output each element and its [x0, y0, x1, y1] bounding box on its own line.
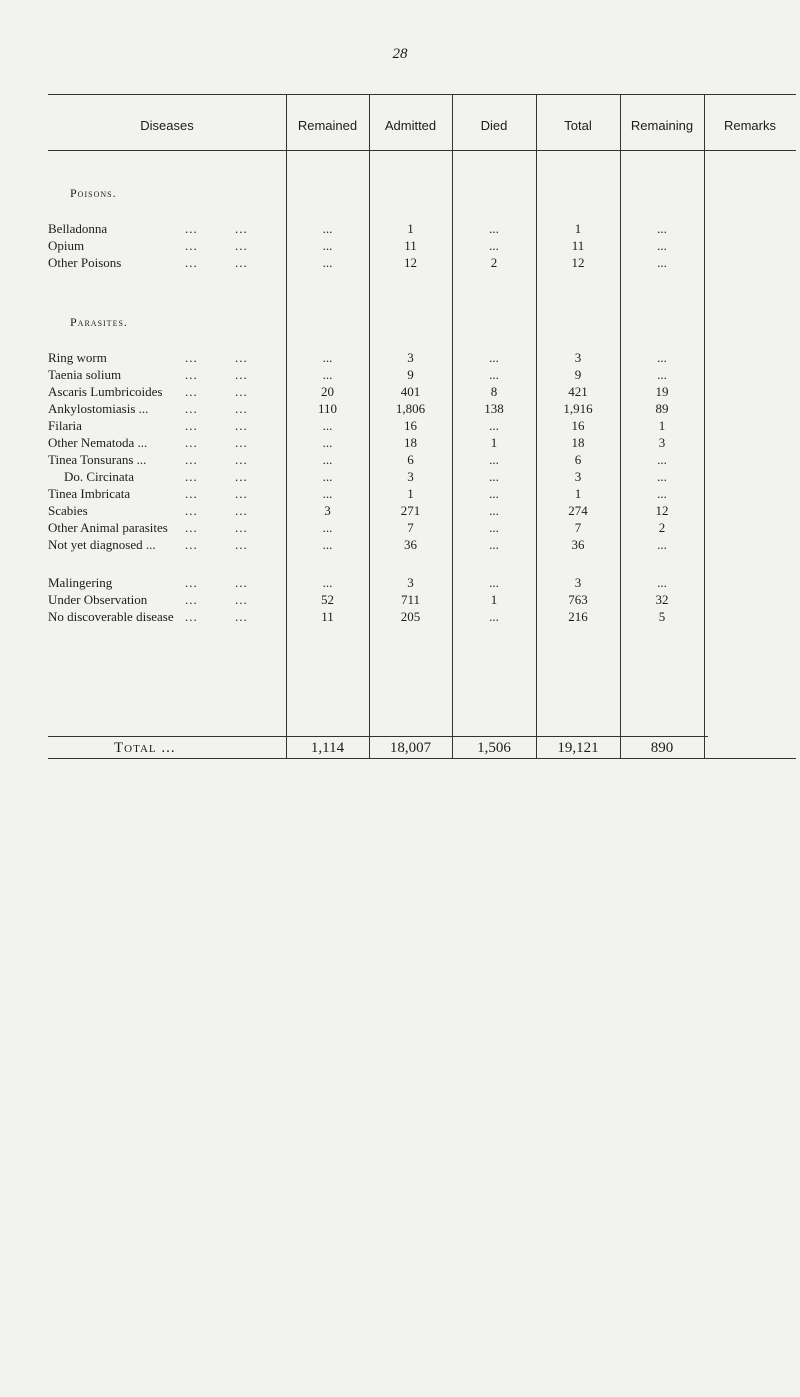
- admitted-cell: 271: [400, 503, 421, 518]
- total-cell: 18: [571, 435, 585, 450]
- died-cell: 1: [490, 435, 498, 450]
- admitted-cell: 1: [407, 486, 414, 501]
- table-row: [48, 452, 788, 469]
- table-row: [48, 592, 788, 609]
- disease-name: Other Animal parasites: [48, 520, 168, 535]
- leader-dots: ...: [235, 592, 248, 607]
- died-cell: ...: [489, 350, 499, 365]
- table-row: [48, 435, 788, 452]
- admitted-cell: 9: [407, 367, 414, 382]
- leader-dots: ...: [185, 350, 198, 365]
- table-row: [48, 503, 788, 520]
- header-admitted: Admitted: [384, 118, 437, 133]
- admitted-cell: 1,806: [395, 401, 426, 416]
- total-cell: 3: [574, 469, 582, 484]
- diseases-table: [48, 94, 796, 759]
- disease-name: Under Observation: [48, 592, 148, 607]
- admitted-cell: 11: [404, 238, 417, 253]
- died-cell: 138: [484, 401, 504, 416]
- disease-name: Tinea Imbricata: [48, 486, 131, 501]
- leader-dots: ...: [185, 435, 198, 450]
- header-diseases: Diseases: [140, 118, 194, 133]
- died-cell: 2: [490, 255, 498, 270]
- leader-dots: ...: [235, 435, 248, 450]
- admitted-cell: 6: [407, 452, 414, 467]
- table-row: [48, 486, 788, 503]
- died-cell: ...: [489, 469, 499, 484]
- table-row: [48, 401, 788, 418]
- remained-cell: ...: [322, 418, 333, 433]
- leader-dots: ...: [235, 384, 248, 399]
- leader-dots: ...: [185, 609, 198, 624]
- died-cell: ...: [489, 367, 499, 382]
- disease-name: Tinea Tonsurans ...: [48, 452, 147, 467]
- leader-dots: ...: [185, 401, 198, 416]
- leader-dots: ...: [235, 486, 248, 501]
- table-row: [48, 255, 788, 272]
- total-cell: 274: [568, 503, 588, 518]
- total-cell: 11: [571, 238, 585, 253]
- total-rule: [48, 736, 708, 737]
- leader-dots: ...: [185, 503, 198, 518]
- total-cell: 9: [574, 367, 582, 382]
- total-cell: 763: [568, 592, 588, 607]
- admitted-cell: 3: [407, 575, 414, 590]
- leader-dots: ...: [185, 418, 198, 433]
- header-died: Died: [480, 118, 508, 133]
- table-row: [48, 418, 788, 435]
- table-row: [48, 384, 788, 401]
- remained-cell: 110: [317, 401, 338, 416]
- leader-dots: ...: [185, 520, 198, 535]
- admitted-cell: 18: [404, 435, 417, 450]
- admitted-cell: 16: [404, 418, 417, 433]
- died-cell: ...: [489, 221, 499, 236]
- died-cell: ...: [489, 486, 499, 501]
- admitted-cell: 1: [407, 221, 414, 236]
- table-row: [48, 221, 788, 238]
- table-row: [48, 575, 788, 592]
- remaining-cell: ...: [657, 486, 667, 501]
- remaining-cell: ...: [657, 575, 667, 590]
- remained-cell: ...: [322, 367, 333, 382]
- remained-cell: ...: [322, 238, 333, 253]
- section-poisons: Poisons.: [70, 186, 117, 200]
- totals-remained: 1,114: [310, 740, 345, 756]
- top-rule: [48, 94, 796, 95]
- disease-name: Other Nematoda ...: [48, 435, 148, 450]
- remaining-cell: 3: [658, 435, 666, 450]
- bottom-rule: [48, 758, 796, 759]
- remained-cell: 20: [321, 384, 334, 399]
- header-remained: Remained: [297, 118, 358, 133]
- leader-dots: ...: [185, 221, 198, 236]
- remaining-cell: 12: [655, 503, 669, 518]
- table-row: [48, 238, 788, 255]
- remaining-cell: 5: [658, 609, 666, 624]
- header-remarks: Remarks: [723, 118, 776, 133]
- leader-dots: ...: [185, 255, 198, 270]
- leader-dots: ...: [235, 575, 248, 590]
- remained-cell: ...: [322, 350, 333, 365]
- died-cell: ...: [489, 575, 499, 590]
- disease-name: Filaria: [48, 418, 82, 433]
- admitted-cell: 7: [407, 520, 414, 535]
- remained-cell: ...: [322, 520, 333, 535]
- disease-name: Opium: [48, 238, 85, 253]
- remaining-cell: 2: [658, 520, 666, 535]
- remained-cell: ...: [322, 469, 333, 484]
- disease-name: Taenia solium: [48, 367, 122, 382]
- totals-total: 19,121: [557, 740, 599, 756]
- header-total: Total: [564, 118, 592, 133]
- totals-label: Total ...: [114, 740, 176, 756]
- total-cell: 16: [571, 418, 585, 433]
- died-cell: ...: [489, 520, 499, 535]
- remaining-cell: 19: [655, 384, 669, 399]
- leader-dots: ...: [185, 367, 198, 382]
- disease-name: Ascaris Lumbricoides: [48, 384, 163, 399]
- total-cell: 1,916: [563, 401, 593, 416]
- leader-dots: ...: [185, 384, 198, 399]
- leader-dots: ...: [235, 520, 248, 535]
- disease-name: Not yet diagnosed ...: [48, 537, 156, 552]
- leader-dots: ...: [185, 592, 198, 607]
- died-cell: 8: [490, 384, 498, 399]
- admitted-cell: 3: [407, 350, 414, 365]
- admitted-cell: 205: [400, 609, 421, 624]
- leader-dots: ...: [235, 221, 248, 236]
- total-cell: 3: [574, 350, 582, 365]
- table-row: [48, 350, 788, 367]
- table-row: [48, 367, 788, 384]
- leader-dots: ...: [235, 350, 248, 365]
- died-cell: ...: [489, 452, 499, 467]
- table-row: [48, 609, 788, 626]
- disease-name: Do. Circinata: [64, 469, 135, 484]
- totals-admitted: 18,007: [389, 740, 432, 756]
- admitted-cell: 12: [404, 255, 417, 270]
- leader-dots: ...: [235, 401, 248, 416]
- remaining-cell: ...: [657, 350, 667, 365]
- total-cell: 12: [571, 255, 585, 270]
- remaining-cell: ...: [657, 238, 667, 253]
- table-row: [48, 469, 788, 486]
- leader-dots: ...: [235, 452, 248, 467]
- died-cell: ...: [489, 537, 499, 552]
- header-remaining: Remaining: [630, 118, 694, 133]
- remained-cell: ...: [322, 537, 333, 552]
- total-cell: 216: [568, 609, 588, 624]
- leader-dots: ...: [235, 537, 248, 552]
- disease-name: Scabies: [48, 503, 88, 518]
- remaining-cell: 32: [655, 592, 669, 607]
- died-cell: ...: [489, 503, 499, 518]
- remaining-cell: ...: [657, 452, 667, 467]
- leader-dots: ...: [235, 503, 248, 518]
- total-cell: 421: [568, 384, 588, 399]
- table-row: [48, 537, 788, 554]
- admitted-cell: 36: [404, 537, 417, 552]
- admitted-cell: 711: [400, 592, 421, 607]
- leader-dots: ...: [235, 609, 248, 624]
- total-cell: 6: [574, 452, 582, 467]
- leader-dots: ...: [185, 452, 198, 467]
- leader-dots: ...: [185, 537, 198, 552]
- table-row: [48, 520, 788, 537]
- remained-cell: ...: [322, 221, 333, 236]
- leader-dots: ...: [235, 255, 248, 270]
- leader-dots: ...: [235, 367, 248, 382]
- disease-name: Ankylostomiasis ...: [48, 401, 149, 416]
- disease-name: Ring worm: [48, 350, 107, 365]
- remained-cell: ...: [322, 575, 333, 590]
- remained-cell: ...: [322, 435, 333, 450]
- died-cell: ...: [489, 418, 499, 433]
- died-cell: ...: [489, 238, 499, 253]
- leader-dots: ...: [235, 469, 248, 484]
- remaining-cell: ...: [657, 255, 667, 270]
- leader-dots: ...: [185, 575, 198, 590]
- total-cell: 3: [574, 575, 582, 590]
- total-cell: 7: [574, 520, 582, 535]
- remained-cell: ...: [322, 255, 333, 270]
- remained-cell: 11: [321, 609, 334, 624]
- remained-cell: 52: [321, 592, 334, 607]
- remaining-cell: ...: [657, 469, 667, 484]
- disease-name: No discoverable disease: [48, 609, 174, 624]
- disease-name: Malingering: [48, 575, 113, 590]
- remaining-cell: ...: [657, 537, 667, 552]
- disease-name: Other Poisons: [48, 255, 122, 270]
- died-cell: 1: [490, 592, 498, 607]
- leader-dots: ...: [185, 469, 198, 484]
- remaining-cell: ...: [657, 367, 667, 382]
- total-cell: 1: [574, 486, 582, 501]
- leader-dots: ...: [235, 238, 248, 253]
- leader-dots: ...: [185, 486, 198, 501]
- page-number: 28: [392, 46, 408, 62]
- totals-died: 1,506: [477, 740, 511, 756]
- totals-remaining: 890: [650, 740, 674, 756]
- header-rule: [48, 150, 796, 151]
- leader-dots: ...: [185, 238, 198, 253]
- disease-name: Belladonna: [48, 221, 108, 236]
- total-cell: 1: [574, 221, 582, 236]
- admitted-cell: 3: [407, 469, 414, 484]
- remained-cell: ...: [322, 486, 333, 501]
- remained-cell: ...: [322, 452, 333, 467]
- died-cell: ...: [489, 609, 499, 624]
- remaining-cell: ...: [657, 221, 667, 236]
- remained-cell: 3: [324, 503, 331, 518]
- leader-dots: ...: [235, 418, 248, 433]
- section-parasites: Parasites.: [70, 315, 128, 329]
- total-cell: 36: [571, 537, 585, 552]
- remaining-cell: 89: [655, 401, 669, 416]
- remaining-cell: 1: [658, 418, 666, 433]
- admitted-cell: 401: [400, 384, 421, 399]
